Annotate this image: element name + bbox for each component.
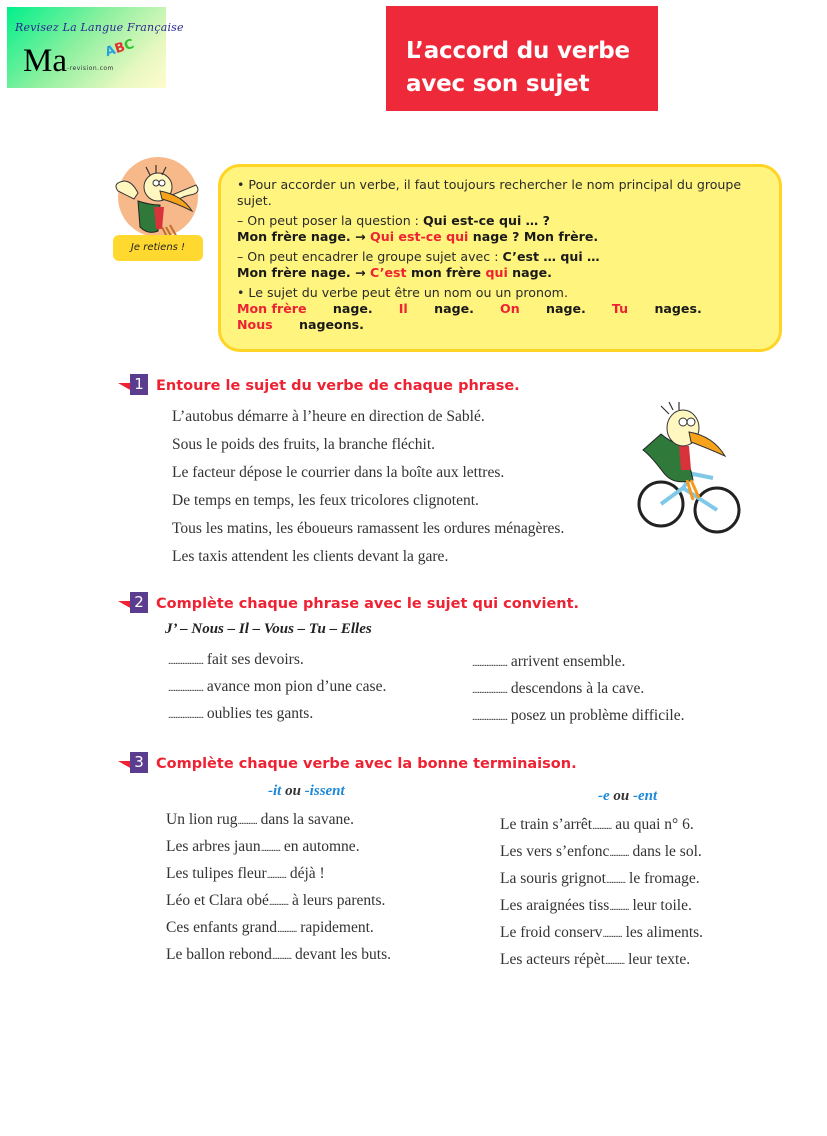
bird-on-bicycle-icon	[633, 400, 743, 536]
blank-field[interactable]: ...........	[268, 896, 289, 908]
sentence[interactable]: Sous le poids des fruits, la branche fléchit.	[172, 436, 436, 453]
exercise-3-right-column	[500, 811, 703, 973]
exercise-2-instruction: Complète chaque phrase avec le sujet qui convient.	[156, 596, 580, 612]
fill-sentence: Les araignées tiss........... leur toile.	[500, 897, 692, 914]
fill-sentence: Le train s’arrêt........... au quai n° 6.	[500, 816, 694, 833]
example-item: Nous nageons.	[237, 317, 364, 332]
blank-field[interactable]: ....................	[472, 657, 507, 669]
fill-sentence: .................... descendons à la cave.	[472, 680, 645, 697]
blank-field[interactable]: ....................	[168, 709, 203, 721]
fill-sentence: .................... avance mon pion d’une case.	[168, 678, 387, 695]
right-endings-label: -e ou -ent	[598, 788, 658, 804]
blank-field[interactable]: ...........	[605, 874, 626, 886]
remember-mascot	[110, 157, 202, 262]
example-item: On nage.	[499, 301, 586, 316]
blank-field[interactable]: ...........	[277, 923, 297, 935]
question-example: Mon frère nage. → Qui est-ce qui nage ? Mon frère.	[237, 229, 599, 244]
sentence[interactable]: Tous les matins, les éboueurs ramassent les ordures ménagères.	[172, 520, 565, 537]
blank-field[interactable]: ....................	[472, 711, 507, 723]
fill-sentence: La souris grignot........... le fromage.	[500, 870, 700, 887]
blank-field[interactable]: ....................	[168, 655, 203, 667]
logo-domain: -revision.com	[67, 65, 114, 72]
frame-rule: – On peut encadrer le groupe sujet avec : C’est … qui …	[237, 249, 600, 264]
bird-mascot-icon	[110, 161, 202, 245]
exercise-3-left-column	[166, 806, 391, 968]
fill-sentence: Léo et Clara obé........... à leurs parents.	[166, 892, 386, 909]
fill-sentence: Le ballon rebond........... devant les buts.	[166, 946, 392, 963]
fill-sentence: Le froid conserv........... les aliments.	[500, 924, 704, 941]
blank-field[interactable]: ...........	[609, 847, 629, 859]
title-line-2: avec son sujet	[406, 71, 590, 97]
fill-sentence: .................... posez un problème difficile.	[472, 707, 685, 724]
sentence[interactable]: Le facteur dépose le courrier dans la boîte aux lettres.	[172, 464, 505, 481]
rule-2: • Le sujet du verbe peut être un nom ou un pronom.	[237, 285, 568, 300]
fill-sentence: Les vers s’enfonc........... dans le sol.	[500, 843, 702, 860]
fill-sentence: .................... fait ses devoirs.	[168, 651, 304, 668]
example-item: Il nage.	[398, 301, 474, 316]
fill-sentence: Les arbres jaun........... en automne.	[166, 838, 360, 855]
pronoun-list: J’ – Nous – Il – Vous – Tu – Elles	[165, 621, 372, 637]
subject-examples	[237, 301, 765, 333]
site-logo	[7, 7, 184, 88]
fill-sentence: .................... oublies tes gants.	[168, 705, 314, 722]
sentence[interactable]: L’autobus démarre à l’heure en direction de Sablé.	[172, 408, 485, 425]
logo-brand-prefix: Ma	[23, 43, 67, 79]
blank-field[interactable]: ....................	[168, 682, 203, 694]
rule-box	[218, 164, 782, 352]
exercise-2-right-column	[472, 648, 684, 729]
sentence[interactable]: Les taxis attendent les clients devant la gare.	[172, 548, 449, 565]
blank-field[interactable]: ....................	[472, 684, 507, 696]
sentence[interactable]: De temps en temps, les feux tricolores clignotent.	[172, 492, 479, 509]
exercise-3-heading	[118, 752, 577, 776]
blank-field[interactable]: ...........	[237, 815, 257, 827]
exercise-1-instruction: Entoure le sujet du verbe de chaque phrase.	[156, 378, 520, 394]
fill-sentence: Les tulipes fleur........... déjà !	[166, 865, 325, 882]
fill-sentence: Ces enfants grand........... rapidement.	[166, 919, 374, 936]
exercise-1-heading	[118, 374, 520, 398]
fill-sentence: Un lion rug........... dans la savane.	[166, 811, 354, 828]
fill-sentence: Les acteurs répèt........... leur texte.	[500, 951, 691, 968]
example-item: Tu nages.	[611, 301, 702, 316]
blank-field[interactable]: ...........	[271, 950, 292, 962]
exercise-2-left-column	[168, 646, 386, 727]
frame-example: Mon frère nage. → C’est mon frère qui nage.	[237, 265, 552, 280]
exercise-number-badge: 2	[118, 592, 146, 616]
exercise-2-heading	[118, 592, 579, 616]
logo-tagline: Revisez La Langue Française	[15, 21, 184, 34]
exercise-number-badge: 1	[118, 374, 146, 398]
exercise-number-badge: 3	[118, 752, 146, 776]
exercise-3-instruction: Complète chaque verbe avec la bonne terminaison.	[156, 756, 577, 772]
blank-field[interactable]: ...........	[602, 928, 622, 940]
blank-field[interactable]: ...........	[605, 955, 625, 967]
left-endings-label: -it ou -issent	[268, 783, 345, 799]
rule-1: • Pour accorder un verbe, il faut toujours rechercher le nom principal du groupe sujet.	[237, 177, 742, 208]
remember-label: Je retiens !	[113, 235, 203, 261]
page-title	[386, 6, 658, 111]
blank-field[interactable]: ...........	[260, 842, 280, 854]
blank-field[interactable]: ...........	[266, 869, 286, 881]
fill-sentence: .................... arrivent ensemble.	[472, 653, 626, 670]
question-rule: – On peut poser la question : Qui est-ce qui … ?	[237, 213, 550, 228]
blank-field[interactable]: ...........	[609, 901, 629, 913]
example-item: Mon frère nage.	[237, 301, 373, 316]
exercise-1-sentences	[172, 403, 564, 571]
title-line-1: L’accord du verbe	[406, 38, 630, 64]
abc-icon: ABC	[103, 36, 137, 61]
blank-field[interactable]: ...........	[592, 820, 612, 832]
